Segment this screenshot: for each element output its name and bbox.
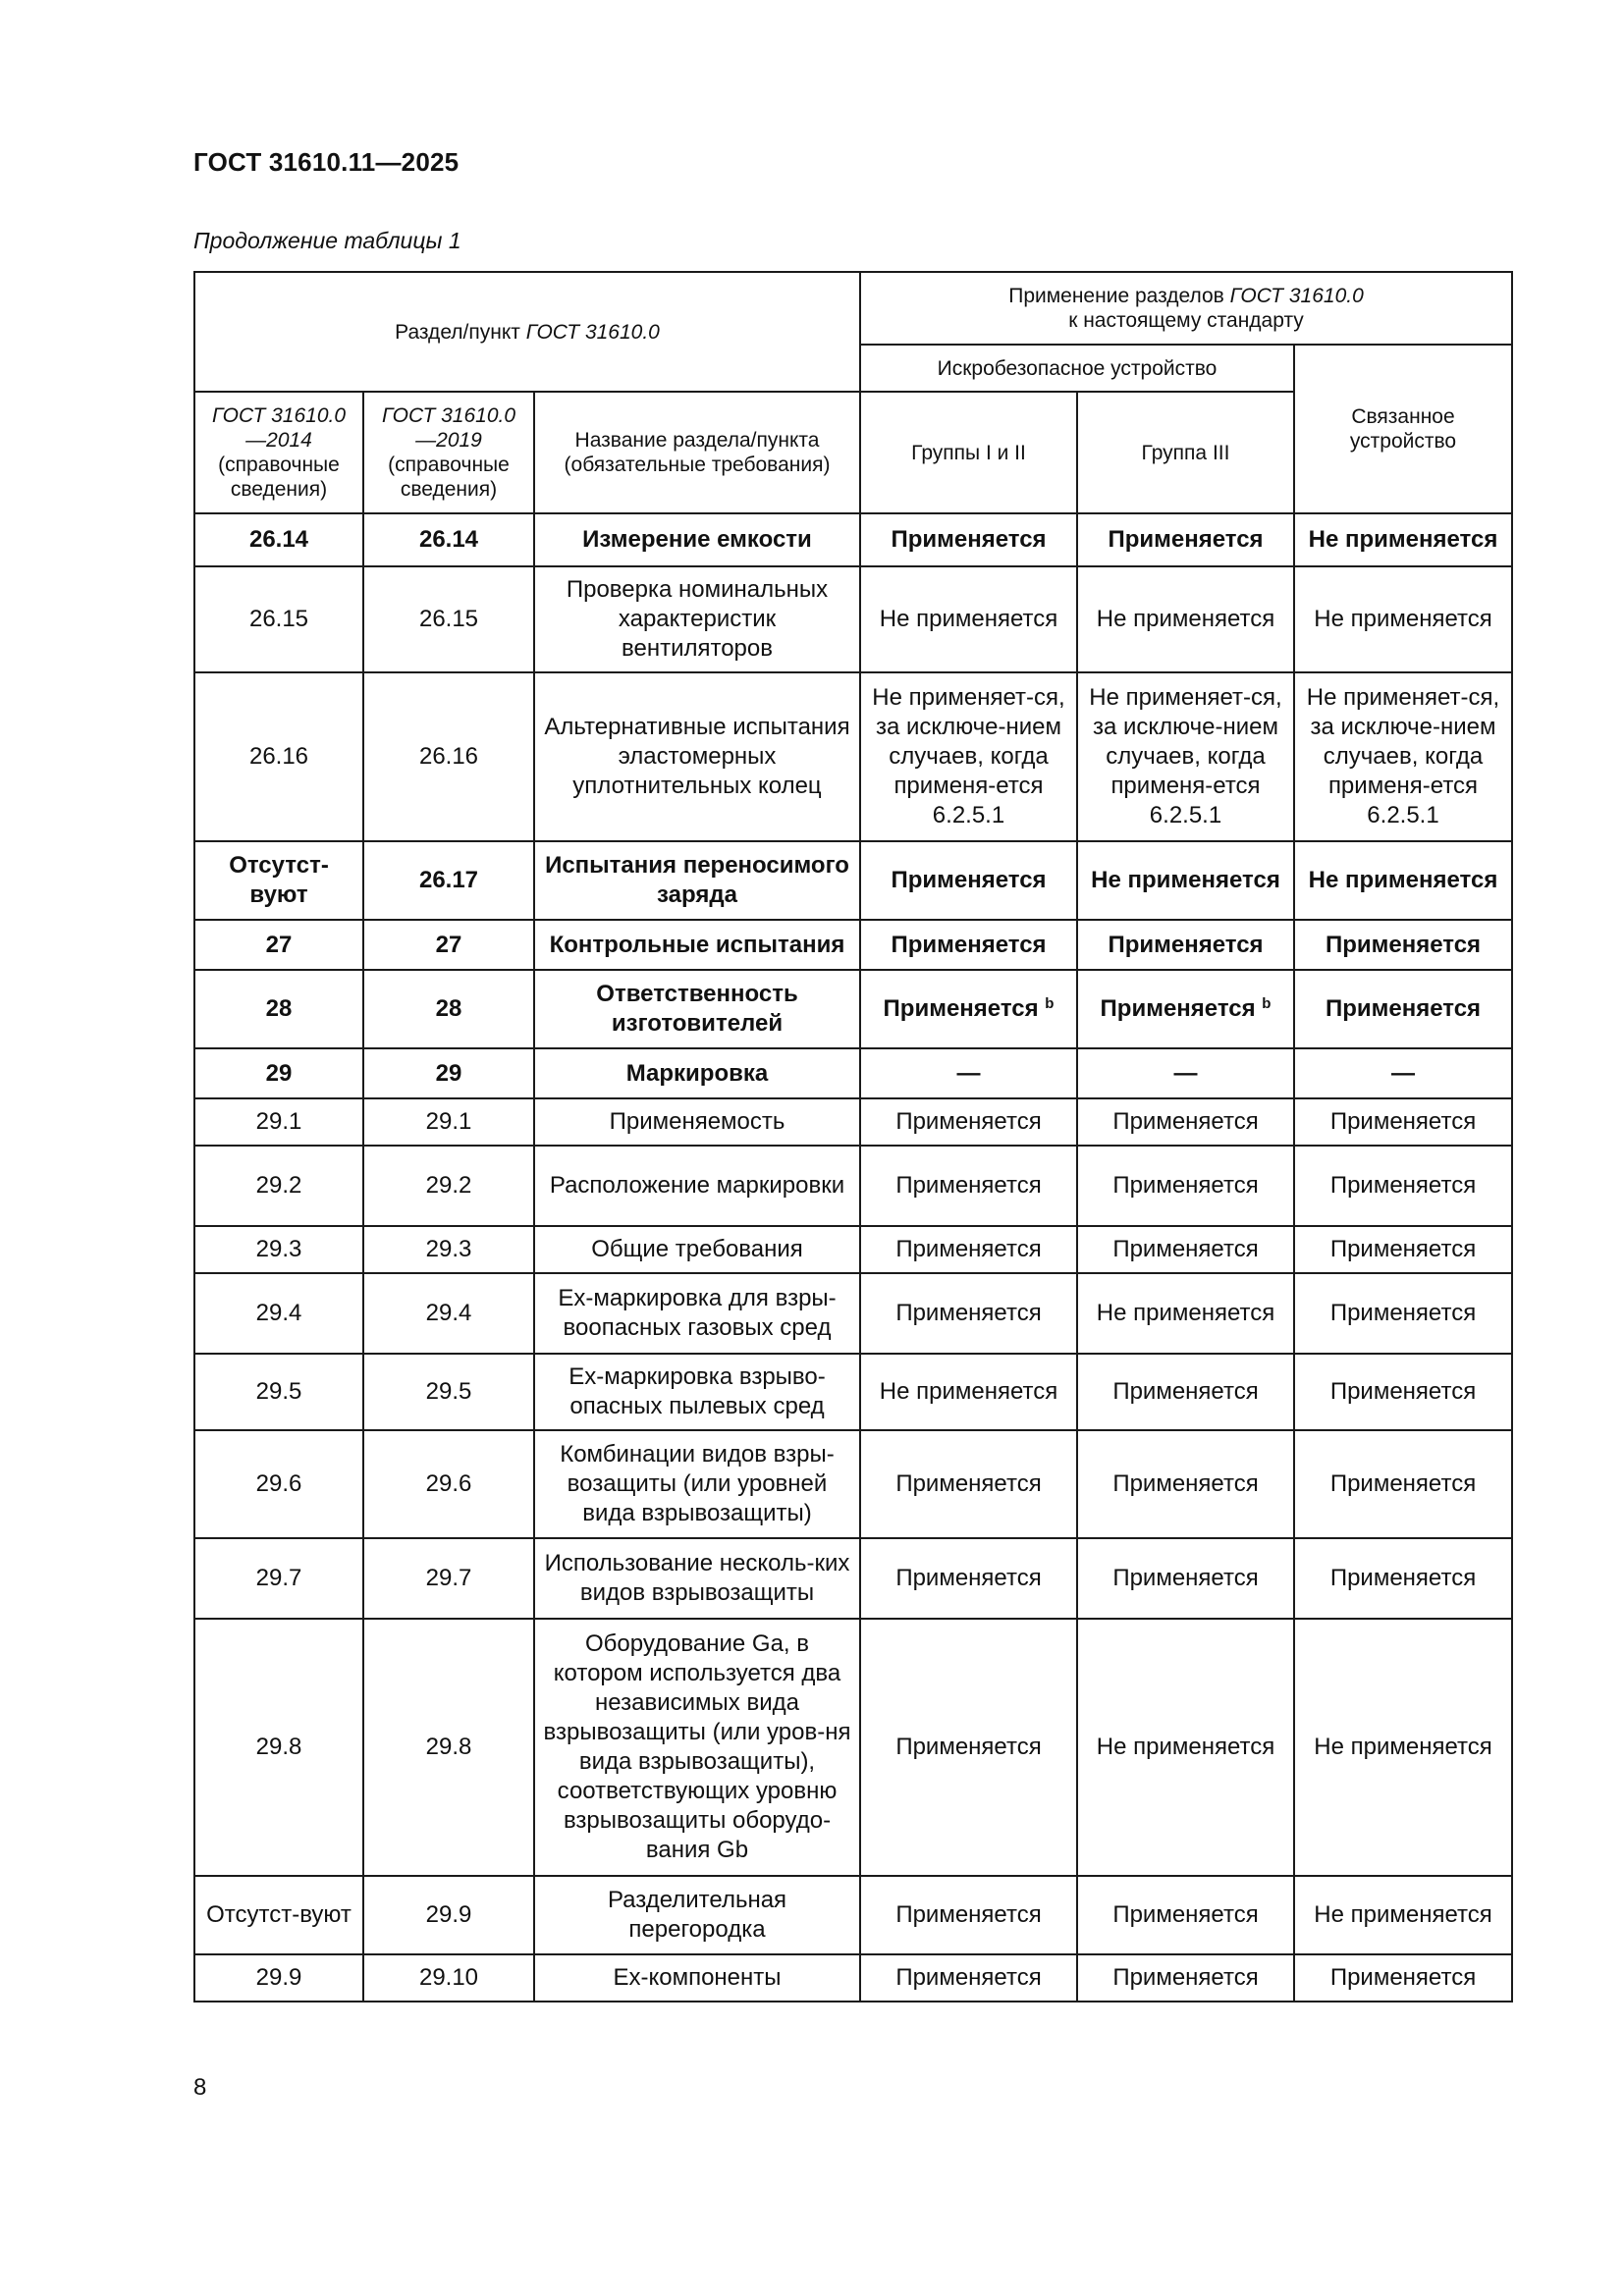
cell-group-3: Применяется <box>1077 1954 1294 2002</box>
cell-section-name: Ех-маркировка взрыво-опасных пылевых сред <box>534 1354 860 1430</box>
cell-group-3: Применяется <box>1077 1430 1294 1538</box>
footnote-marker-b: b <box>1045 995 1055 1012</box>
col-header-gost-2014 <box>194 392 363 513</box>
cell-associated: Не применяется <box>1294 841 1512 920</box>
cell-gost-2019: 29.10 <box>363 1954 534 2002</box>
table-row <box>194 970 1512 1048</box>
cell-associated: Применяется <box>1294 1354 1512 1430</box>
cell-group-3: Применяется <box>1077 1538 1294 1619</box>
cell-groups-1-2: Применяется <box>860 1538 1077 1619</box>
cell-gost-2014: 26.15 <box>194 566 363 672</box>
table-row <box>194 1354 1512 1430</box>
cell-gost-2014: 29.7 <box>194 1538 363 1619</box>
cell-gost-2014: 27 <box>194 920 363 970</box>
cell-group-3: Не применяется <box>1077 841 1294 920</box>
table-row <box>194 1954 1512 2002</box>
cell-groups-1-2: Применяется <box>860 1430 1077 1538</box>
cell-group-3: Не применяется <box>1077 566 1294 672</box>
cell-groups-1-2: Не применяется <box>860 1354 1077 1430</box>
table-row <box>194 841 1512 920</box>
cell-associated: Применяется <box>1294 1098 1512 1146</box>
cell-associated: Не применяется <box>1294 566 1512 672</box>
cell-groups-1-2: Применяется <box>860 841 1077 920</box>
cell-section-name: Маркировка <box>534 1048 860 1098</box>
col-header-gost-2019-note: (справочные сведения) <box>388 454 510 501</box>
table-row <box>194 920 1512 970</box>
application-suffix: к настоящему стандарту <box>1068 309 1304 332</box>
cell-gost-2014: Отсутст-вуют <box>194 841 363 920</box>
cell-associated: Применяется <box>1294 1146 1512 1226</box>
col-header-gost-2014-note: (справочные сведения) <box>218 454 340 501</box>
cell-section-name: Разделительная перегородка <box>534 1876 860 1954</box>
cell-groups-1-2: Применяется <box>860 1273 1077 1354</box>
cell-gost-2014: 26.16 <box>194 672 363 841</box>
cell-section-name: Использование несколь-ких видов взрывозащиты <box>534 1538 860 1619</box>
cell-section-name: Ех-компоненты <box>534 1954 860 2002</box>
cell-group-3-text: Применяется <box>1100 995 1256 1022</box>
cell-gost-2019: 29.1 <box>363 1098 534 1146</box>
page-number: 8 <box>193 2074 207 2101</box>
cell-associated: Не применяется <box>1294 1876 1512 1954</box>
section-group-prefix: Раздел/пункт <box>395 320 520 344</box>
cell-gost-2014: 29.1 <box>194 1098 363 1146</box>
cell-section-name: Расположение маркировки <box>534 1146 860 1226</box>
table-row <box>194 1048 1512 1098</box>
cell-associated: Применяется <box>1294 920 1512 970</box>
cell-gost-2014: 29 <box>194 1048 363 1098</box>
cell-gost-2014: Отсутст-вуют <box>194 1876 363 1954</box>
cell-gost-2014: 29.8 <box>194 1619 363 1876</box>
cell-section-name: Альтернативные испытания эластомерных уплотнительных колец <box>534 672 860 841</box>
table-row <box>194 672 1512 841</box>
cell-section-name: Контрольные испытания <box>534 920 860 970</box>
cell-gost-2014: 29.2 <box>194 1146 363 1226</box>
cell-groups-1-2: — <box>860 1048 1077 1098</box>
cell-gost-2019: 28 <box>363 970 534 1048</box>
cell-groups-1-2: Применяется <box>860 513 1077 566</box>
cell-gost-2019: 29.2 <box>363 1146 534 1226</box>
table-row <box>194 1538 1512 1619</box>
cell-associated: — <box>1294 1048 1512 1098</box>
cell-section-name: Комбинации видов взры-возащиты (или уровней вида взрывозащиты) <box>534 1430 860 1538</box>
cell-section-name: Измерение емкости <box>534 513 860 566</box>
table-row <box>194 1619 1512 1876</box>
cell-section-name: Ех-маркировка для взры-воопасных газовых сред <box>534 1273 860 1354</box>
col-header-gost-2019-std: ГОСТ 31610.0—2019 <box>381 404 516 452</box>
table-row <box>194 513 1512 566</box>
cell-gost-2019: 29.9 <box>363 1876 534 1954</box>
application-prefix: Применение разделов <box>1008 285 1224 307</box>
cell-group-3: Не применяется <box>1077 1273 1294 1354</box>
cell-gost-2014: 29.3 <box>194 1226 363 1273</box>
cell-group-3: Применяется <box>1077 1876 1294 1954</box>
application-std: ГОСТ 31610.0 <box>1229 285 1364 307</box>
applicability-table <box>193 271 1513 2002</box>
table-row <box>194 1273 1512 1354</box>
cell-group-3 <box>1077 970 1294 1048</box>
table-row <box>194 1146 1512 1226</box>
cell-gost-2014: 29.4 <box>194 1273 363 1354</box>
col-header-gost-2019 <box>363 392 534 513</box>
cell-section-name: Применяемость <box>534 1098 860 1146</box>
col-header-section-name: Название раздела/пункта (обязательные требования) <box>534 392 860 513</box>
cell-groups-1-2: Не применяет-ся, за исключе-нием случаев, когда применя-ется 6.2.5.1 <box>860 672 1077 841</box>
cell-group-3: Применяется <box>1077 1146 1294 1226</box>
table-row <box>194 1226 1512 1273</box>
table-row <box>194 1430 1512 1538</box>
cell-gost-2014: 29.6 <box>194 1430 363 1538</box>
cell-gost-2019: 26.16 <box>363 672 534 841</box>
cell-groups-1-2: Применяется <box>860 920 1077 970</box>
section-group-std: ГОСТ 31610.0 <box>525 320 660 344</box>
cell-section-name: Общие требования <box>534 1226 860 1273</box>
document-title: ГОСТ 31610.11—2025 <box>193 147 460 177</box>
table-caption: Продолжение таблицы 1 <box>193 228 461 253</box>
cell-group-3: Применяется <box>1077 1226 1294 1273</box>
cell-groups-1-2: Применяется <box>860 1619 1077 1876</box>
cell-gost-2014: 29.5 <box>194 1354 363 1430</box>
cell-gost-2019: 29.3 <box>363 1226 534 1273</box>
cell-associated: Не применяется <box>1294 1619 1512 1876</box>
cell-groups-1-2: Применяется <box>860 1098 1077 1146</box>
cell-gost-2019: 26.14 <box>363 513 534 566</box>
cell-section-name: Ответственность изготовителей <box>534 970 860 1048</box>
cell-group-3: Не применяет-ся, за исключе-нием случаев, когда применя-ется 6.2.5.1 <box>1077 672 1294 841</box>
col-header-gost-2014-std: ГОСТ 31610.0—2014 <box>211 404 347 452</box>
cell-section-name: Испытания переносимого заряда <box>534 841 860 920</box>
cell-gost-2019: 29.6 <box>363 1430 534 1538</box>
cell-group-3: Применяется <box>1077 513 1294 566</box>
cell-gost-2019: 27 <box>363 920 534 970</box>
cell-groups-1-2: Применяется <box>860 1876 1077 1954</box>
intrinsic-device-header: Искробезопасное устройство <box>860 345 1294 392</box>
cell-gost-2014: 26.14 <box>194 513 363 566</box>
cell-gost-2019: 29.8 <box>363 1619 534 1876</box>
cell-group-3: Применяется <box>1077 920 1294 970</box>
col-header-group-3: Группа III <box>1077 392 1294 513</box>
cell-groups-1-2-text: Применяется <box>883 995 1039 1022</box>
cell-section-name: Оборудование Ga, в котором используется два независимых вида взрывозащиты (или уров-ня вида взрывозащиты), соответствующих уровню взрывозащиты оборудо-вания Gb <box>534 1619 860 1876</box>
associated-device-header: Связанное устройство <box>1294 345 1512 513</box>
cell-associated: Применяется <box>1294 970 1512 1048</box>
cell-associated: Применяется <box>1294 1273 1512 1354</box>
table-row <box>194 1876 1512 1954</box>
cell-associated: Применяется <box>1294 1538 1512 1619</box>
cell-groups-1-2: Применяется <box>860 1954 1077 2002</box>
section-group-header <box>194 272 860 392</box>
cell-groups-1-2: Применяется <box>860 1146 1077 1226</box>
cell-section-name: Проверка номинальных характеристик вентиляторов <box>534 566 860 672</box>
table-row <box>194 1098 1512 1146</box>
table-row <box>194 566 1512 672</box>
cell-gost-2014: 28 <box>194 970 363 1048</box>
cell-groups-1-2 <box>860 970 1077 1048</box>
cell-gost-2014: 29.9 <box>194 1954 363 2002</box>
application-header <box>860 272 1512 345</box>
footnote-marker-b: b <box>1262 995 1272 1012</box>
cell-associated: Не применяется <box>1294 513 1512 566</box>
cell-group-3: — <box>1077 1048 1294 1098</box>
cell-gost-2019: 26.15 <box>363 566 534 672</box>
cell-group-3: Не применяется <box>1077 1619 1294 1876</box>
cell-associated: Не применяет-ся, за исключе-нием случаев, когда применя-ется 6.2.5.1 <box>1294 672 1512 841</box>
cell-groups-1-2: Применяется <box>860 1226 1077 1273</box>
cell-group-3: Применяется <box>1077 1354 1294 1430</box>
cell-group-3: Применяется <box>1077 1098 1294 1146</box>
cell-associated: Применяется <box>1294 1430 1512 1538</box>
cell-gost-2019: 29.7 <box>363 1538 534 1619</box>
cell-gost-2019: 29 <box>363 1048 534 1098</box>
cell-gost-2019: 29.4 <box>363 1273 534 1354</box>
cell-groups-1-2: Не применяется <box>860 566 1077 672</box>
cell-associated: Применяется <box>1294 1226 1512 1273</box>
cell-associated: Применяется <box>1294 1954 1512 2002</box>
cell-gost-2019: 29.5 <box>363 1354 534 1430</box>
col-header-groups-1-2: Группы I и II <box>860 392 1077 513</box>
cell-gost-2019: 26.17 <box>363 841 534 920</box>
